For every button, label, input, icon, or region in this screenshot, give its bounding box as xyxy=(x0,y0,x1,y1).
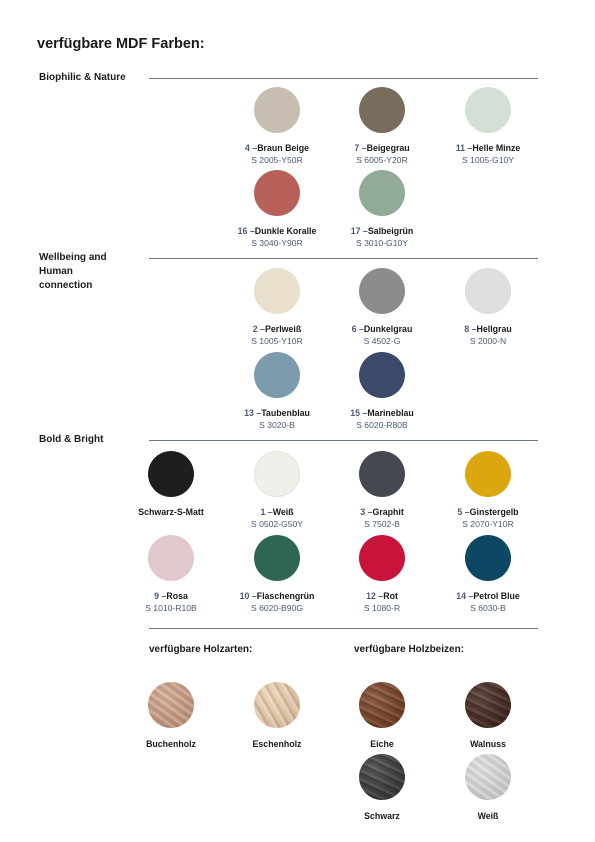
wood-card xyxy=(227,682,327,749)
color-swatch xyxy=(359,451,405,497)
color-swatch xyxy=(359,352,405,398)
swatch-number: 3 xyxy=(360,507,366,517)
swatch-card xyxy=(438,87,538,166)
section-divider xyxy=(149,78,538,79)
swatch-card xyxy=(227,87,327,166)
swatch-name: Marineblau xyxy=(367,408,414,418)
swatch-label xyxy=(121,507,221,518)
swatch-card xyxy=(332,170,432,249)
swatch-label xyxy=(438,143,538,154)
swatch-name: Perlweiß xyxy=(265,324,302,334)
swatch-name: Petrol Blue xyxy=(473,591,520,601)
swatch-code: S 6030-B xyxy=(470,603,506,613)
swatch-card xyxy=(332,268,432,347)
swatch-card xyxy=(227,535,327,614)
color-swatch xyxy=(465,451,511,497)
swatch-code: S 2005-Y50R xyxy=(251,155,303,165)
swatch-number: 7 xyxy=(354,143,360,153)
wood-swatch xyxy=(148,682,194,728)
swatch-name: Hellgrau xyxy=(476,324,512,334)
color-swatch xyxy=(148,451,194,497)
color-swatch xyxy=(254,451,300,497)
swatch-card xyxy=(227,451,327,530)
swatch-name: Weiß xyxy=(272,507,294,517)
stain-swatch xyxy=(359,682,405,728)
swatch-card xyxy=(332,87,432,166)
swatch-number: 2 xyxy=(252,324,258,334)
section-divider xyxy=(149,440,538,441)
color-swatch xyxy=(359,535,405,581)
color-swatch xyxy=(465,268,511,314)
swatch-dash: – xyxy=(469,324,477,334)
swatch-label xyxy=(121,591,221,602)
swatch-name: Graphit xyxy=(372,507,404,517)
swatch-dash: – xyxy=(253,408,262,418)
swatch-code: S 1005-G10Y xyxy=(461,155,515,165)
wood-swatch xyxy=(254,682,300,728)
swatch-card xyxy=(438,535,538,614)
swatch-label xyxy=(438,324,538,335)
swatch-dash: – xyxy=(249,591,257,601)
swatch-name: Dunkle Koralle xyxy=(254,226,317,236)
swatch-number: 15 xyxy=(350,408,360,418)
section-divider xyxy=(149,258,538,259)
swatch-card xyxy=(438,268,538,347)
swatch-code: S 6020-B90G xyxy=(250,603,304,613)
swatch-card xyxy=(227,170,327,249)
swatch-dash: – xyxy=(265,507,273,517)
swatch-card xyxy=(121,451,221,518)
stain-name: Walnuss xyxy=(470,739,506,749)
stain-card xyxy=(332,682,432,749)
section-label-biophilic: Biophilic & Nature xyxy=(39,72,126,83)
swatch-card xyxy=(227,352,327,431)
stain-swatch xyxy=(465,754,511,800)
swatch-number: 12 xyxy=(366,591,376,601)
swatch-dash: – xyxy=(365,507,373,517)
swatch-name: Rot xyxy=(383,591,398,601)
swatch-code: S 3010-G10Y xyxy=(355,238,409,248)
swatch-number: 10 xyxy=(239,591,250,601)
swatch-card xyxy=(332,352,432,431)
color-swatch xyxy=(254,268,300,314)
swatch-number: 1 xyxy=(260,507,266,517)
wood-name: Buchenholz xyxy=(146,739,196,749)
swatch-dash: – xyxy=(159,591,167,601)
swatch-name: Salbeigrün xyxy=(367,226,414,236)
swatch-number: 6 xyxy=(351,324,357,334)
swatch-dash: – xyxy=(465,143,473,153)
swatch-number: 11 xyxy=(455,143,466,153)
swatch-card xyxy=(227,268,327,347)
swatch-name: Braun Beige xyxy=(257,143,310,153)
color-swatch xyxy=(465,535,511,581)
swatch-number: 4 xyxy=(244,143,250,153)
wood-card xyxy=(121,682,221,749)
color-swatch xyxy=(359,87,405,133)
swatch-code: S 1010-R10B xyxy=(145,603,197,613)
swatch-card xyxy=(332,535,432,614)
swatch-code: S 2070-Y10R xyxy=(462,519,514,529)
section-divider xyxy=(149,628,538,629)
section-label-wellbeing: Wellbeing and Human connection xyxy=(39,252,107,291)
color-swatch xyxy=(359,170,405,216)
color-swatch xyxy=(254,352,300,398)
swatch-label xyxy=(438,591,538,602)
swatch-dash: – xyxy=(462,507,470,517)
swatch-dash: – xyxy=(356,324,364,334)
stain-name: Schwarz xyxy=(364,811,400,821)
woods-heading: verfügbare Holzarten: xyxy=(149,644,253,655)
page-title: verfügbare MDF Farben: xyxy=(37,36,205,52)
swatch-code: S 6020-R80B xyxy=(356,420,408,430)
swatch-name: Rosa xyxy=(166,591,188,601)
color-swatch xyxy=(254,535,300,581)
stain-card xyxy=(332,754,432,821)
wood-name: Eschenholz xyxy=(252,739,302,749)
swatch-name: Beigegrau xyxy=(366,143,410,153)
swatch-code: S 6005-Y20R xyxy=(356,155,408,165)
color-swatch xyxy=(254,87,300,133)
stain-name: Eiche xyxy=(370,739,394,749)
swatch-name: Schwarz-S-Matt xyxy=(138,507,204,517)
swatch-code: S 3020-B xyxy=(259,420,295,430)
swatch-number: 16 xyxy=(237,226,248,236)
color-swatch xyxy=(254,170,300,216)
stains-heading: verfügbare Holzbeizen: xyxy=(354,644,465,655)
swatch-dash: – xyxy=(257,324,266,334)
swatch-label xyxy=(227,143,327,154)
section-label-bold: Bold & Bright xyxy=(39,434,104,445)
swatch-number: 17 xyxy=(350,226,361,236)
stain-card xyxy=(438,682,538,749)
swatch-name: Flaschengrün xyxy=(256,591,315,601)
swatch-label xyxy=(227,324,327,335)
swatch-card xyxy=(121,535,221,614)
swatch-number: 5 xyxy=(457,507,463,517)
swatch-label xyxy=(332,324,432,335)
swatch-label xyxy=(227,507,327,518)
stain-swatch xyxy=(465,682,511,728)
swatch-dash: – xyxy=(375,591,384,601)
swatch-name: Dunkelgrau xyxy=(363,324,413,334)
swatch-dash: – xyxy=(466,591,474,601)
swatch-label xyxy=(438,507,538,518)
swatch-code: S 3040-Y90R xyxy=(251,238,303,248)
stain-name: Weiß xyxy=(477,811,499,821)
swatch-name: Helle Minze xyxy=(472,143,521,153)
swatch-label xyxy=(332,226,432,237)
swatch-label xyxy=(227,591,327,602)
swatch-number: 14 xyxy=(456,591,466,601)
swatch-label xyxy=(227,226,327,237)
swatch-label xyxy=(332,143,432,154)
color-swatch xyxy=(148,535,194,581)
swatch-card xyxy=(332,451,432,530)
color-swatch xyxy=(465,87,511,133)
swatch-label xyxy=(332,507,432,518)
swatch-code: S 0502-G50Y xyxy=(250,519,304,529)
swatch-label xyxy=(332,408,432,419)
swatch-dash: – xyxy=(249,143,258,153)
stain-swatch xyxy=(359,754,405,800)
swatch-dash: – xyxy=(359,143,367,153)
swatch-number: 13 xyxy=(244,408,254,418)
swatch-number: 9 xyxy=(154,591,160,601)
stain-card xyxy=(438,754,538,821)
swatch-label xyxy=(227,408,327,419)
swatch-dash: – xyxy=(360,226,368,236)
swatch-dash: – xyxy=(247,226,255,236)
swatch-code: S 4502-G xyxy=(363,336,401,346)
swatch-code: S 1005-Y10R xyxy=(251,336,303,346)
swatch-dash: – xyxy=(360,408,368,418)
swatch-card xyxy=(438,451,538,530)
swatch-number: 8 xyxy=(464,324,470,334)
swatch-code: S 2000-N xyxy=(469,336,507,346)
color-swatch xyxy=(359,268,405,314)
swatch-code: S 7502-B xyxy=(364,519,400,529)
swatch-name: Ginstergelb xyxy=(469,507,519,517)
swatch-code: S 1080-R xyxy=(363,603,401,613)
swatch-label xyxy=(332,591,432,602)
swatch-name: Taubenblau xyxy=(261,408,310,418)
